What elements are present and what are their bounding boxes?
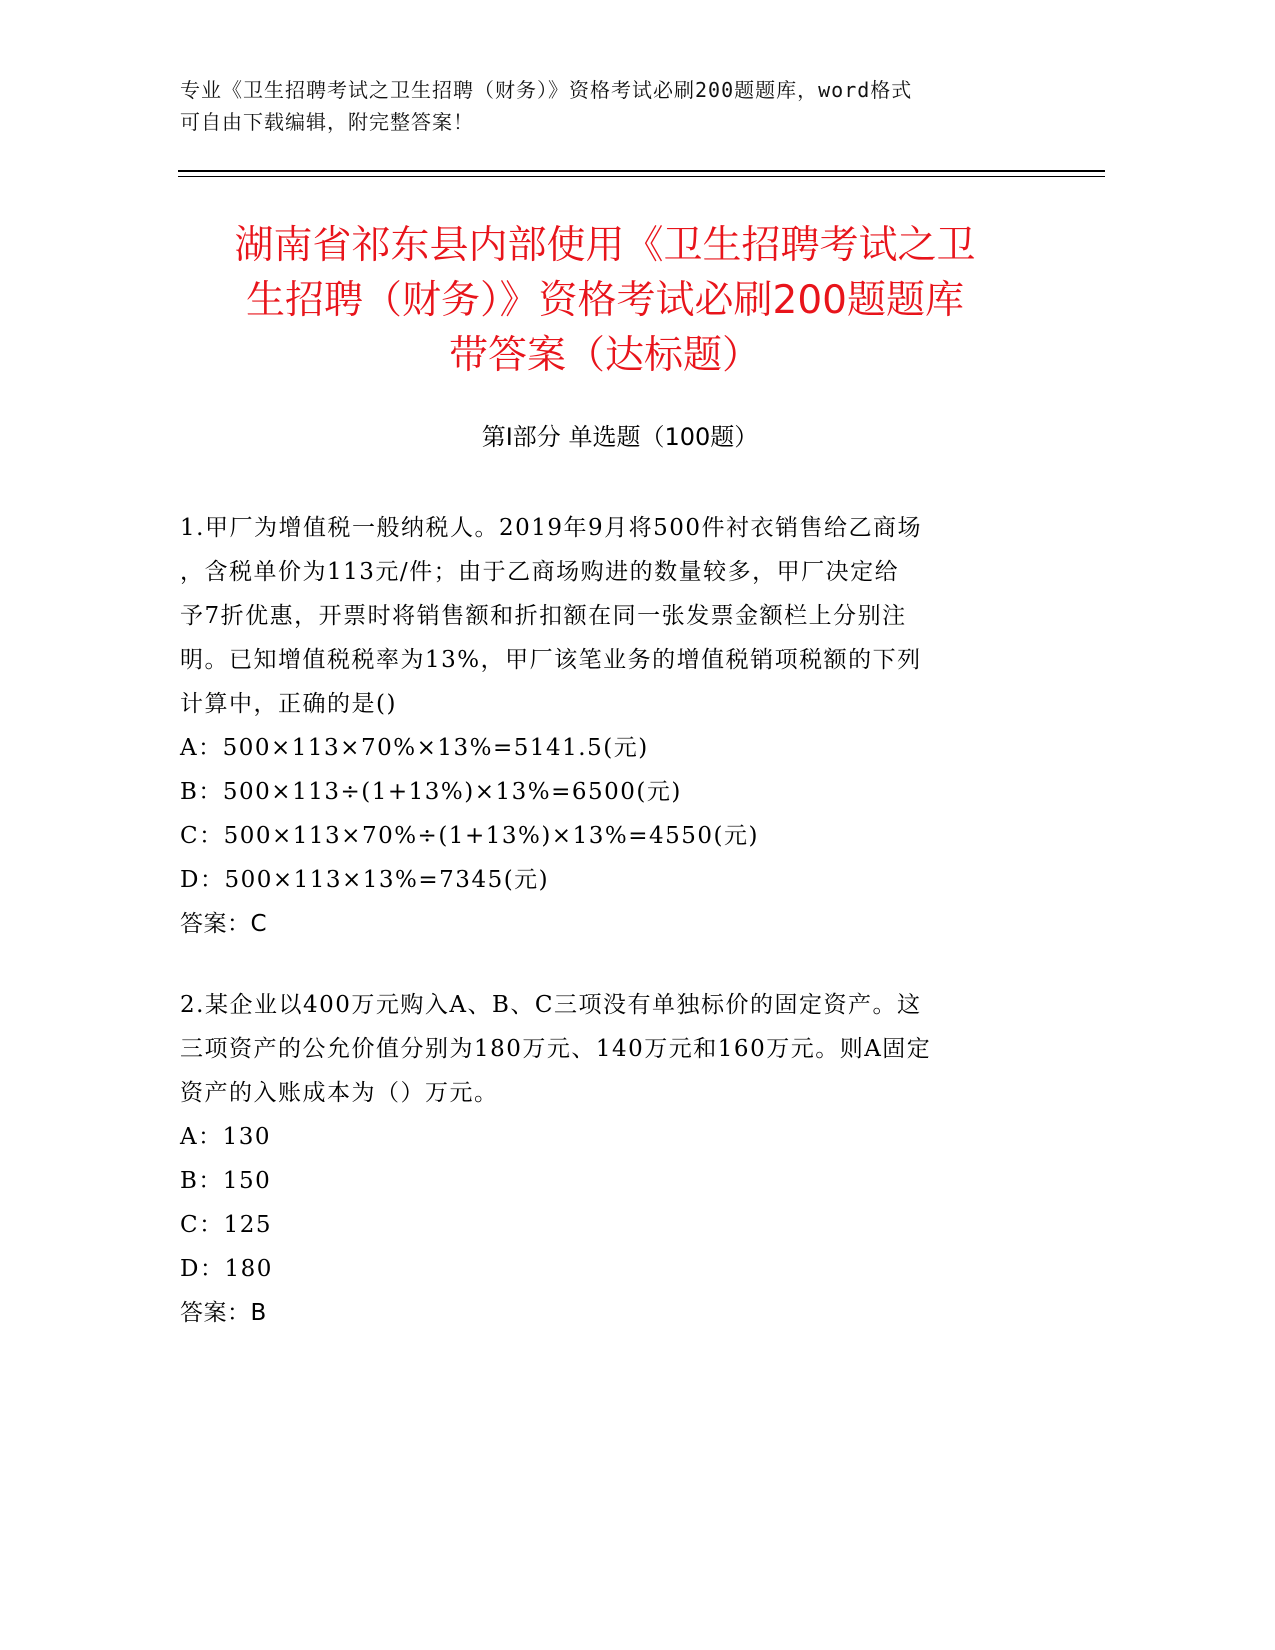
option-b: B：150 <box>180 1168 272 1194</box>
header-divider-thin <box>178 176 1105 177</box>
answer: 答案：B <box>180 1300 267 1326</box>
question-stem-line: 1.甲厂为增值税一般纳税人。2019年9月将500件衬衣销售给乙商场 <box>180 515 923 541</box>
question-1 <box>180 506 1040 946</box>
option-c: C：500×113×70%÷(1+13%)×13%=4550(元) <box>180 823 759 849</box>
option-d: D：180 <box>180 1256 273 1282</box>
question-stem-line: ，含税单价为113元/件；由于乙商场购进的数量较多，甲厂决定给 <box>180 559 900 585</box>
question-stem-line: 明。已知增值税税率为13%，甲厂该笔业务的增值税销项税额的下列 <box>180 647 922 673</box>
question-stem-line: 予7折优惠，开票时将销售额和折扣额在同一张发票金额栏上分别注 <box>180 603 907 629</box>
document-title-line: 带答案（达标题） <box>448 333 761 378</box>
question-stem-line: 三项资产的公允价值分别为180万元、140万元和160万元。则A固定 <box>180 1036 932 1062</box>
document-title-line: 生招聘（财务）》资格考试必刷200题题库 <box>246 278 964 323</box>
question-2 <box>180 983 1040 1335</box>
question-stem-line: 计算中，正确的是() <box>180 691 397 717</box>
section-heading: 第Ⅰ部分 单选题（100题） <box>481 423 759 451</box>
option-d: D：500×113×13%=7345(元) <box>180 867 550 893</box>
answer: 答案：C <box>180 911 268 937</box>
option-c: C：125 <box>180 1212 272 1238</box>
question-stem-line: 资产的入账成本为（）万元。 <box>180 1080 499 1106</box>
header-note <box>180 74 1040 138</box>
option-b: B：500×113÷(1+13%)×13%=6500(元) <box>180 779 682 805</box>
document-title-line: 湖南省祁东县内部使用《卫生招聘考试之卫 <box>234 223 976 268</box>
option-a: A：130 <box>180 1124 272 1150</box>
header-divider <box>178 170 1105 172</box>
header-note-line: 专业《卫生招聘考试之卫生招聘（财务）》资格考试必刷200题题库，word格式 <box>180 78 913 102</box>
document-title <box>150 218 1060 383</box>
question-stem-line: 2.某企业以400万元购入A、B、C三项没有单独标价的固定资产。这 <box>180 992 922 1018</box>
option-a: A：500×113×70%×13%=5141.5(元) <box>180 735 649 761</box>
header-note-line: 可自由下载编辑，附完整答案！ <box>180 110 474 134</box>
